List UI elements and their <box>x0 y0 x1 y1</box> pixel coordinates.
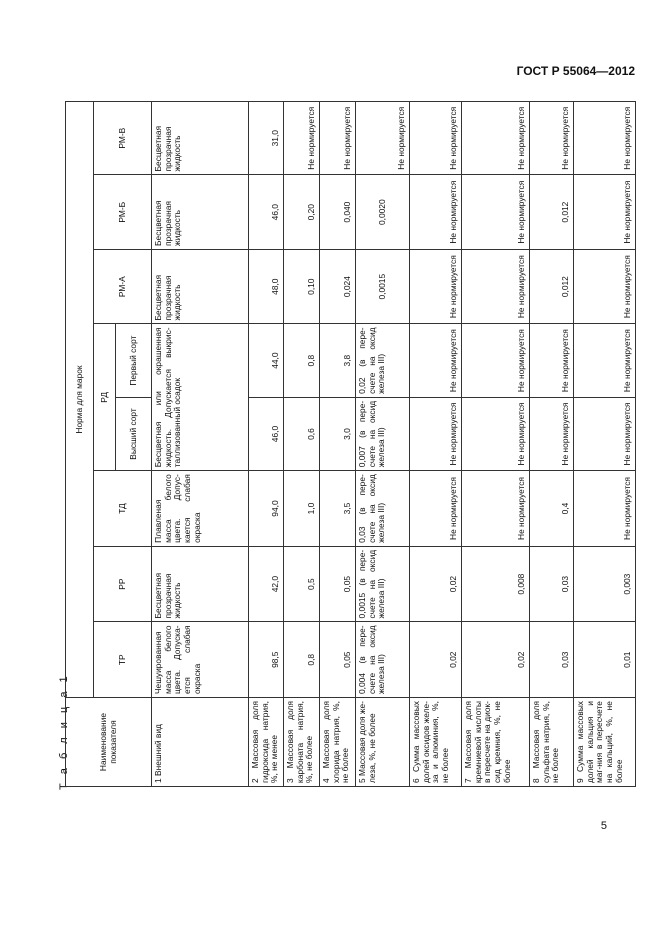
header-mark-tr: ТР <box>94 622 152 698</box>
cell-value: Не нормируется <box>284 102 320 175</box>
table-row <box>320 102 356 787</box>
cell-value: Не нормируется <box>410 397 462 470</box>
cell-value: Бесцветная прозрачная жидкость <box>152 546 249 622</box>
table-row <box>574 102 636 787</box>
cell-value: 0,0020 <box>356 175 410 250</box>
cell-value: 0,02 (в пере-счете на оксид железа III) <box>356 324 410 397</box>
cell-value: 0,4 <box>530 471 574 547</box>
cell-value: Не нормируется <box>530 324 574 397</box>
cell-value: Не нормируется <box>410 102 462 175</box>
cell-value: 0,012 <box>530 249 574 324</box>
table-caption: Т а б л и ц а 1 <box>58 673 70 790</box>
header-norm: Норма для марок <box>66 102 94 698</box>
cell-value: 0,5 <box>284 546 320 622</box>
cell-value: 0,007 (в пере-счете на оксид железа III) <box>356 397 410 470</box>
cell-value: Не нормируется <box>410 249 462 324</box>
rotated-table-container <box>65 101 633 787</box>
cell-value: 0,02 <box>462 622 530 698</box>
cell-value: Не нормируется <box>574 175 636 250</box>
cell-value: 0,03 <box>530 546 574 622</box>
cell-value: 0,10 <box>284 249 320 324</box>
header-rd-first-grade: Первый сорт <box>116 324 152 397</box>
header-mark-td: ТД <box>94 471 152 547</box>
table-row <box>530 102 574 787</box>
cell-value: Не нормируется <box>530 397 574 470</box>
indicator-name: 1 Внешний вид <box>152 698 249 787</box>
header-rd-top-grade: Высший сорт <box>116 397 152 470</box>
cell-value: Не нормируется <box>574 397 636 470</box>
cell-value: 48,0 <box>249 249 284 324</box>
cell-value: Не нормируется <box>574 102 636 175</box>
cell-value: Не нормируется <box>462 102 530 175</box>
cell-value: 98,5 <box>249 622 284 698</box>
header-mark-rr: РР <box>94 546 152 622</box>
indicator-name: 3 Массовая доля карбоната натрия, %, не более <box>284 698 320 787</box>
indicator-name: 2 Массовая доля гидроксида натрия, %, не менее <box>249 698 284 787</box>
cell-value: 0,040 <box>320 175 356 250</box>
header-mark-rmv: РМ-В <box>94 102 152 175</box>
table-row <box>152 102 249 787</box>
cell-value: 0,6 <box>284 397 320 470</box>
cell-value: 0,05 <box>320 546 356 622</box>
indicator-name: 7 Массовая доля кремниевой кислоты в пересчете на диок-сид кремния, %, не более <box>462 698 530 787</box>
document-header: ГОСТ Р 55064—2012 <box>516 64 635 78</box>
cell-value: Чешуированная масса белого цвета. Допуска-ется слабая окраска <box>152 622 249 698</box>
indicator-name: 8 Массовая доля сульфата натрия, %, не более <box>530 698 574 787</box>
cell-value: Не нормируется <box>574 324 636 397</box>
page-number: 5 <box>600 820 607 832</box>
cell-value: 0,01 <box>574 622 636 698</box>
cell-value: 0,02 <box>410 546 462 622</box>
indicator-name: 9 Сумма массовых долей кальция и маг-ния в пересчете на кальций, %, не более <box>574 698 636 787</box>
cell-value: 46,0 <box>249 175 284 250</box>
indicator-name: 4 Массовая доля хлорида натрия, %, не более <box>320 698 356 787</box>
cell-value: 0,024 <box>320 249 356 324</box>
cell-value: Не нормируется <box>462 471 530 547</box>
cell-value: Не нормируется <box>356 102 410 175</box>
cell-value: 31,0 <box>249 102 284 175</box>
cell-value: 0,012 <box>530 175 574 250</box>
norms-table <box>65 101 636 787</box>
cell-value: 0,004 (в пере-счете на оксид железа III) <box>356 622 410 698</box>
cell-value: 1,0 <box>284 471 320 547</box>
cell-value: 42,0 <box>249 546 284 622</box>
cell-value: 0,02 <box>410 622 462 698</box>
header-mark-rd: РД <box>94 324 116 471</box>
cell-value: 0,8 <box>284 622 320 698</box>
indicator-name: 6 Сумма массовых долей оксидов желе-за и алюминия, %, не более <box>410 698 462 787</box>
cell-value: Бесцветная прозрачная жидкость <box>152 249 249 324</box>
header-mark-rmb: РМ-Б <box>94 175 152 250</box>
cell-value: Не нормируется <box>410 471 462 547</box>
cell-value: 44,0 <box>249 324 284 397</box>
cell-value: Не нормируется <box>320 102 356 175</box>
cell-value: 0,03 (в пере-счете на оксид железа III) <box>356 471 410 547</box>
table-row <box>356 102 410 787</box>
table-row <box>462 102 530 787</box>
cell-value: Не нормируется <box>462 175 530 250</box>
cell-value: Плавленая масса белого цвета. Допус-кается слабая окраска <box>152 471 249 547</box>
cell-value: 0,8 <box>284 324 320 397</box>
table-row <box>249 102 284 787</box>
header-mark-rma: РМ-А <box>94 249 152 324</box>
cell-value: 3,8 <box>320 324 356 397</box>
cell-value: 94,0 <box>249 471 284 547</box>
cell-value: 0,05 <box>320 622 356 698</box>
cell-value: 0,20 <box>284 175 320 250</box>
cell-value: 0,003 <box>574 546 636 622</box>
cell-value: Не нормируется <box>574 471 636 547</box>
cell-value: 46,0 <box>249 397 284 470</box>
cell-value: 0,0015 <box>356 249 410 324</box>
cell-value: Не нормируется <box>462 249 530 324</box>
header-indicator-name: Наименование показателя <box>66 698 152 787</box>
cell-value: Бесцветная прозрачная жидкость <box>152 175 249 250</box>
cell-value: 0,0015 (в пере-счете на оксид железа III) <box>356 546 410 622</box>
cell-value: 0,008 <box>462 546 530 622</box>
cell-value: Не нормируется <box>574 249 636 324</box>
cell-value: 3,0 <box>320 397 356 470</box>
table-row <box>284 102 320 787</box>
cell-value: 0,03 <box>530 622 574 698</box>
cell-value: Не нормируется <box>530 102 574 175</box>
cell-value: Не нормируется <box>410 324 462 397</box>
cell-value: Не нормируется <box>410 175 462 250</box>
cell-value: Не нормируется <box>462 324 530 397</box>
cell-value: Бесцветная прозрачная жидкость <box>152 102 249 175</box>
cell-value: Бесцветная или окрашенная жидкость. Допускается выкрис-таллизованный осадок <box>152 324 249 471</box>
cell-value: 3,5 <box>320 471 356 547</box>
table-row <box>410 102 462 787</box>
cell-value: Не нормируется <box>462 397 530 470</box>
indicator-name: 5 Массовая доля же-леза, %, не более <box>356 698 410 787</box>
